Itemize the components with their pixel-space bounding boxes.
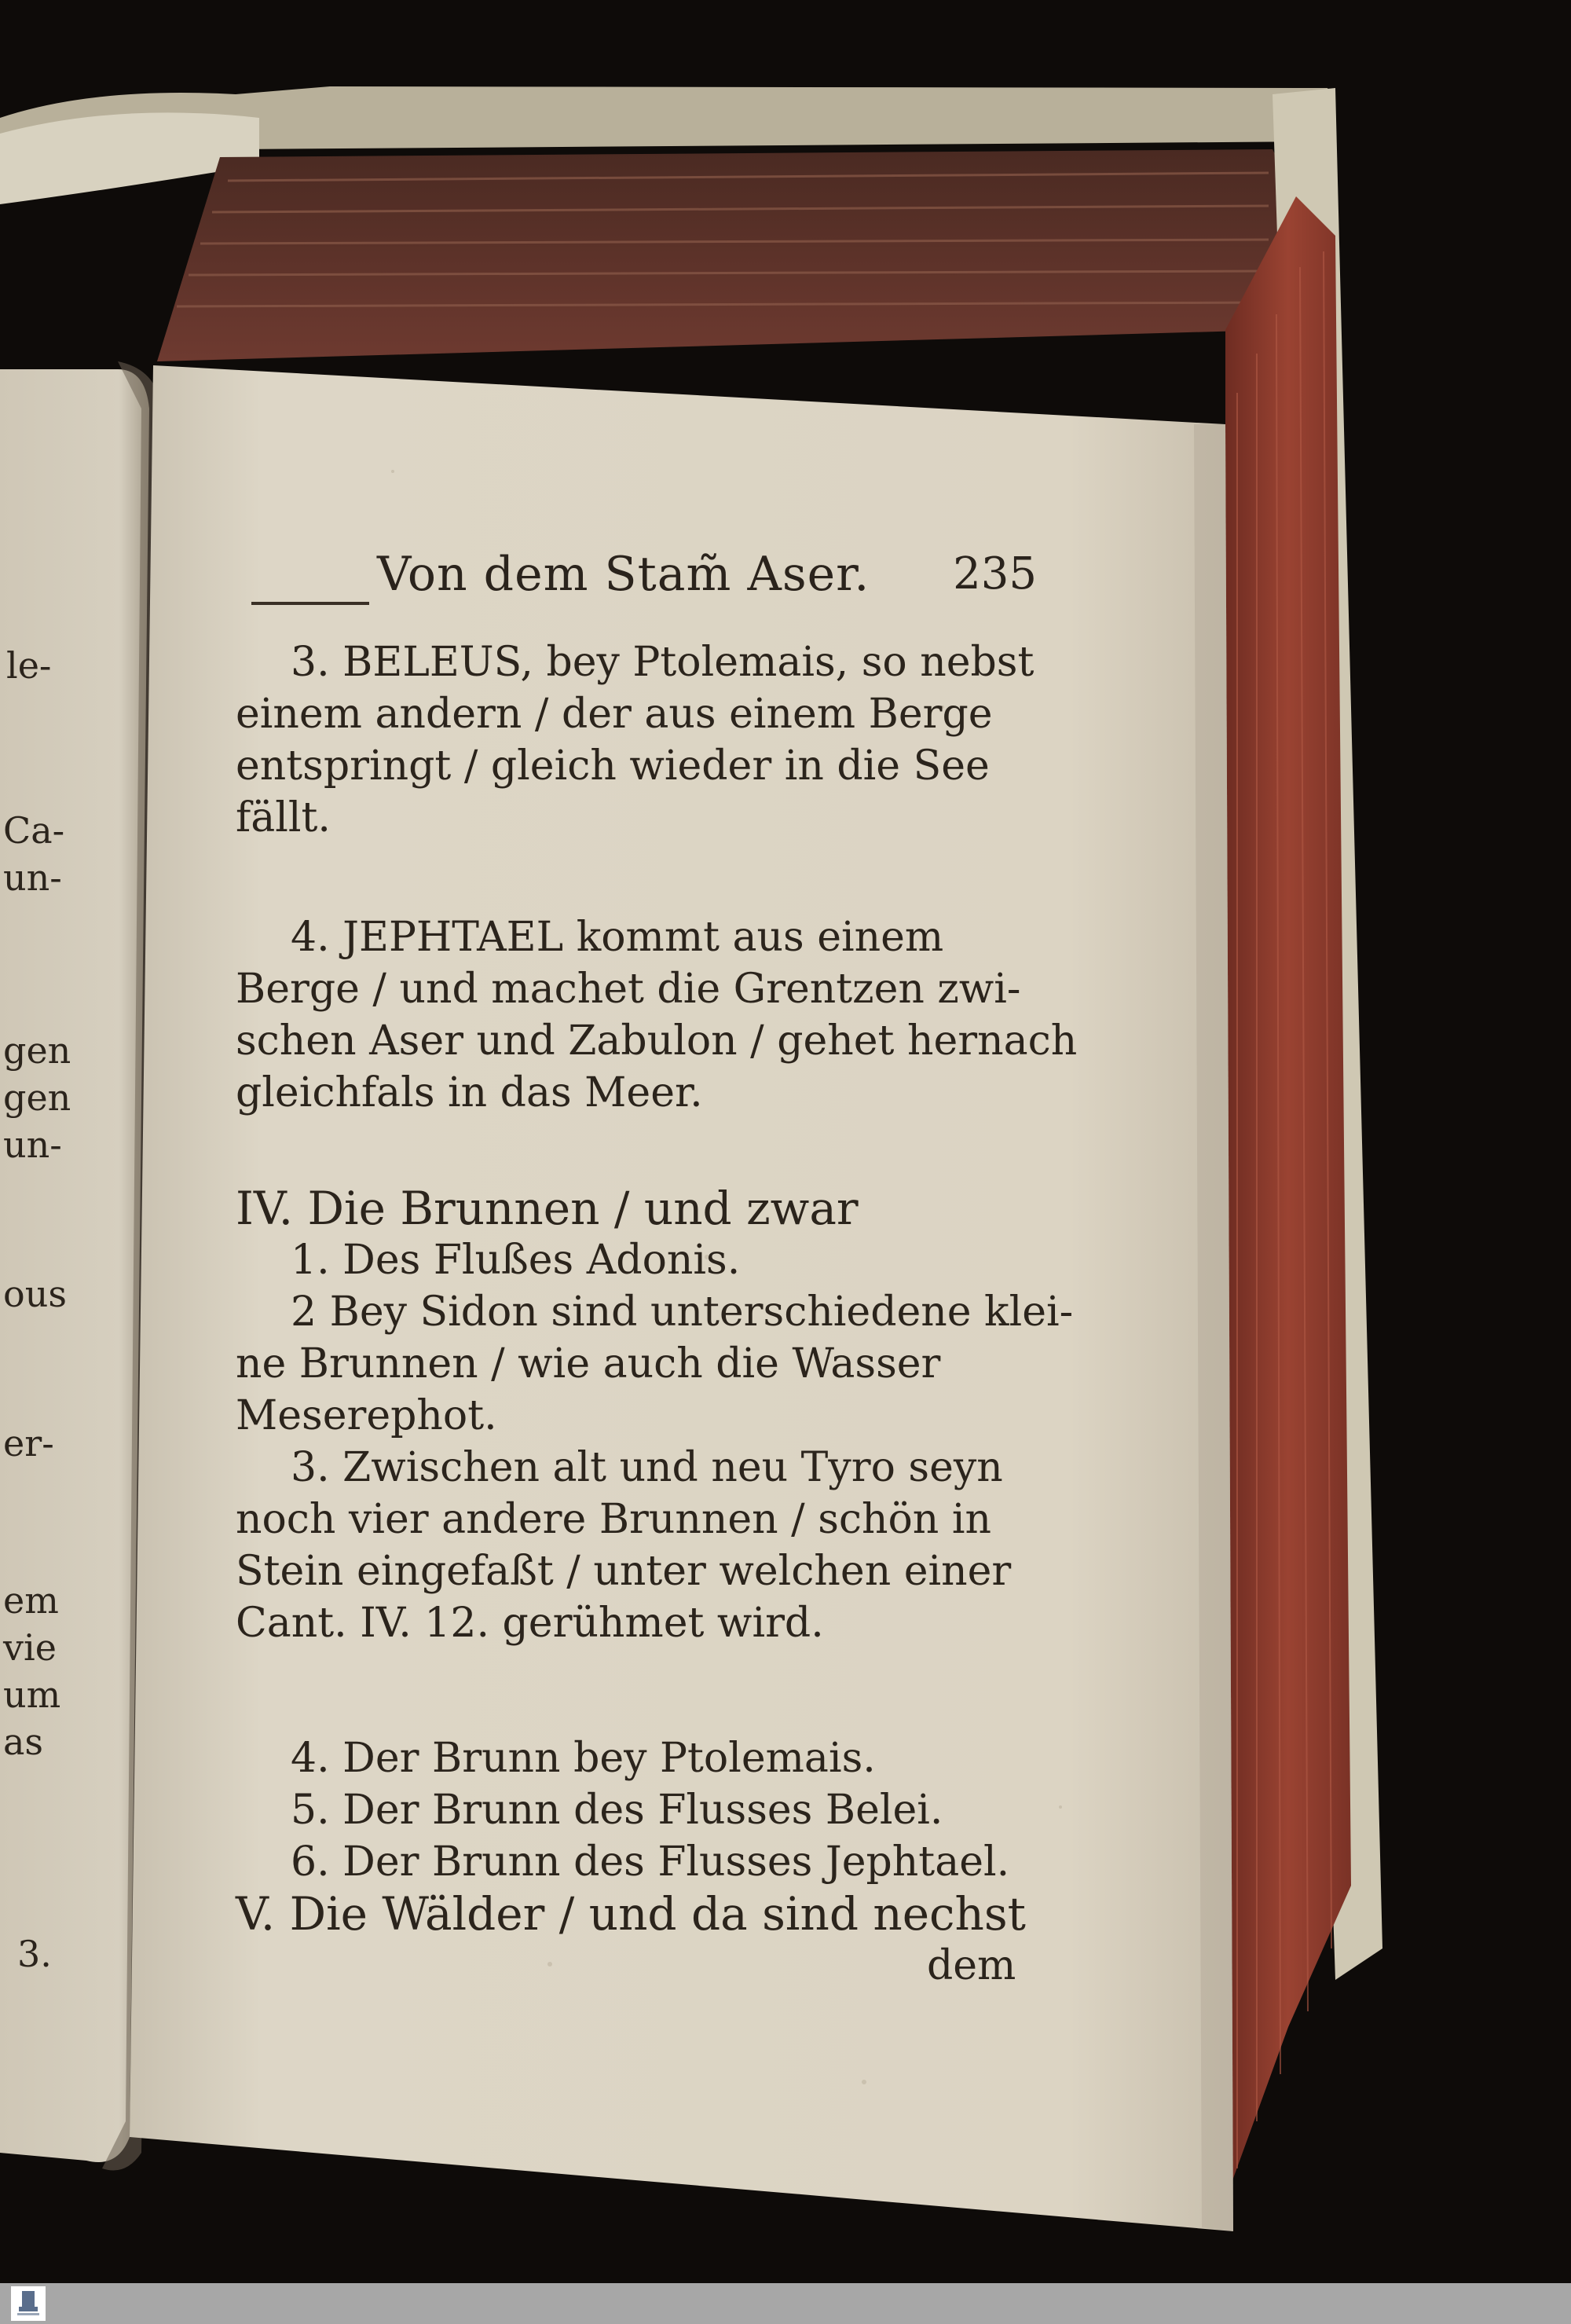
left-fragment: le-: [6, 644, 52, 687]
text-line: noch vier andere Brunnen / schön in: [236, 1496, 991, 1543]
text-line: einem andern / der aus einem Berge: [236, 691, 993, 738]
text-line: fällt.: [236, 794, 331, 841]
left-fragment: gen: [3, 1076, 71, 1119]
left-fragment: um: [3, 1673, 61, 1716]
text-line: 4. Der Brunn bey Ptolemais.: [291, 1735, 876, 1782]
text-line: 5. Der Brunn des Flusses Belei.: [291, 1787, 943, 1834]
left-fragment: er-: [3, 1422, 54, 1464]
text-line: schen Aser und Zabulon / gehet hernach: [236, 1017, 1078, 1065]
page-edge-red: [1225, 196, 1351, 2200]
left-fragment: em: [3, 1579, 59, 1622]
paragraph-jephtael: [236, 911, 1078, 1119]
head-rule: [251, 602, 369, 605]
left-fragment: un-: [3, 856, 62, 899]
left-fragment: as: [3, 1721, 44, 1763]
catchword: dem: [927, 1942, 1016, 1989]
text-line: Berge / und machet die Grentzen zwi-: [236, 966, 1021, 1013]
text-line: entspringt / gleich wieder in die See: [236, 742, 990, 790]
text-line: gleichfals in das Meer.: [236, 1069, 703, 1116]
running-head: [251, 541, 1037, 611]
text-line: 2 Bey Sidon sind unterschiedene klei-: [291, 1288, 1074, 1336]
section-brunnen: [236, 1182, 1074, 1649]
text-line: ne Brunnen / wie auch die Wasser: [236, 1340, 941, 1387]
section-heading: V. Die Wälder / und da sind nechst: [236, 1887, 1026, 1941]
left-fragment: ous: [3, 1273, 67, 1315]
left-fragment: Ca-: [3, 809, 65, 852]
section-brunnen-cont: [236, 1732, 1029, 1992]
text-line: 3. BELEUS, bey Ptolemais, so nebst: [291, 639, 1035, 686]
text-line: Stein eingefaßt / unter welchen einer: [236, 1548, 1012, 1595]
paragraph-beleus: [236, 636, 1035, 844]
page-number: 235: [953, 548, 1037, 599]
text-line: 3. Zwischen alt und neu Tyro seyn: [291, 1444, 1003, 1491]
text-line: 6. Der Brunn des Flusses Jephtael.: [291, 1838, 1010, 1886]
text-line: Cant. IV. 12. gerühmet wird.: [236, 1600, 824, 1647]
text-line: 1. Des Flußes Adonis.: [291, 1237, 741, 1284]
left-fragment: vie: [3, 1626, 57, 1669]
viewer-footer-bar: [0, 2283, 1571, 2324]
section-heading: IV. Die Brunnen / und zwar: [236, 1182, 859, 1235]
text-line: Meserephot.: [236, 1392, 497, 1439]
text-line: 4. JEPHTAEL kommt aus einem: [291, 914, 944, 961]
left-fragment: un-: [3, 1124, 62, 1166]
library-logo-icon: [11, 2286, 46, 2321]
running-head-title: Von dem Stam̃ Aser.: [377, 547, 870, 602]
left-page: [0, 369, 149, 2162]
left-fragment: 3.: [17, 1933, 52, 1975]
left-fragment: gen: [3, 1029, 71, 1072]
